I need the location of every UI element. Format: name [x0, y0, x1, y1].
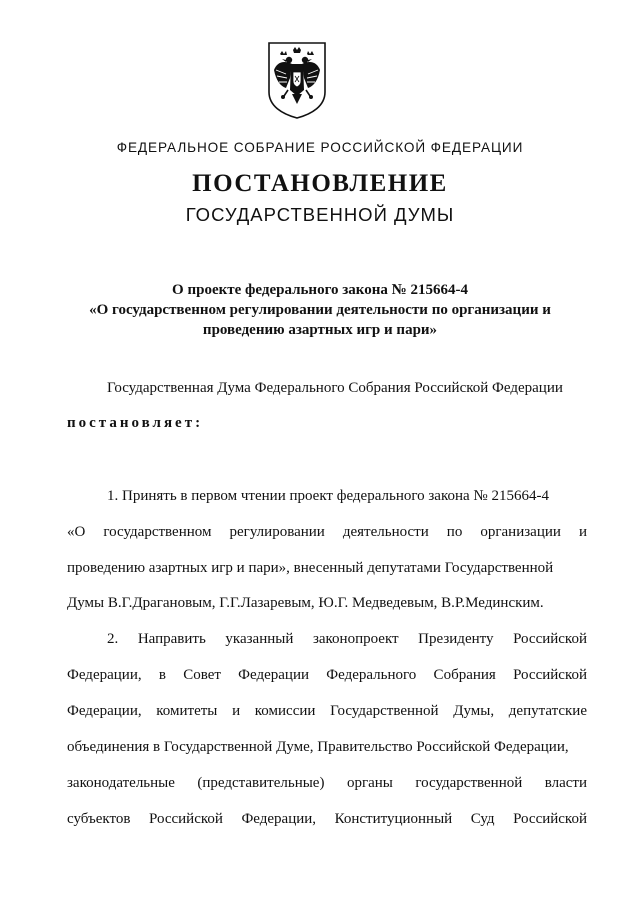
decree-subject — [60, 280, 580, 340]
subject-line: проведению азартных игр и пари» — [202, 322, 438, 338]
decree-title: ПОСТАНОВЛЕНИЕ — [192, 170, 448, 197]
decides-word: постановляет: — [67, 415, 204, 431]
paragraph-line: Думы В.Г.Драгановым, Г.Г.Лазаревым, Ю.Г. Медведевым, В.Р.Мединским. — [67, 595, 544, 611]
assembly-heading: ФЕДЕРАЛЬНОЕ СОБРАНИЕ РОССИЙСКОЙ ФЕДЕРАЦИИ — [116, 140, 524, 155]
subject-line: «О государственном регулировании деятельности по организации и — [89, 302, 551, 318]
paragraph-line: Федерации, комитеты и комиссии Государственной Думы, депутатские — [67, 703, 587, 719]
paragraph-line: субъектов Российской Федерации, Конституционный Суд Российской — [67, 811, 587, 827]
subject-line: О проекте федерального закона № 215664-4 — [172, 282, 468, 298]
paragraph-line: 2. Направить указанный законопроект Президенту Российской — [107, 631, 587, 647]
paragraph-line: «О государственном регулировании деятельности по организации и — [67, 524, 587, 540]
paragraph-line: Федерации, в Совет Федерации Федерального Собрания Российской — [67, 667, 587, 683]
paragraph-line: 1. Принять в первом чтении проект федерального закона № 215664-4 — [107, 488, 549, 504]
duma-heading: ГОСУДАРСТВЕННОЙ ДУМЫ — [185, 204, 455, 225]
russian-coat-of-arms-icon — [266, 40, 328, 120]
intro-line: Государственная Дума Федерального Собрания Российской Федерации — [107, 380, 563, 396]
paragraph-line: законодательные (представительные) органы государственной власти — [67, 775, 587, 791]
paragraph-line: объединения в Государственной Думе, Правительство Российской Федерации, — [67, 739, 569, 755]
paragraph-line: проведению азартных игр и пари», внесенный депутатами Государственной — [67, 560, 554, 576]
